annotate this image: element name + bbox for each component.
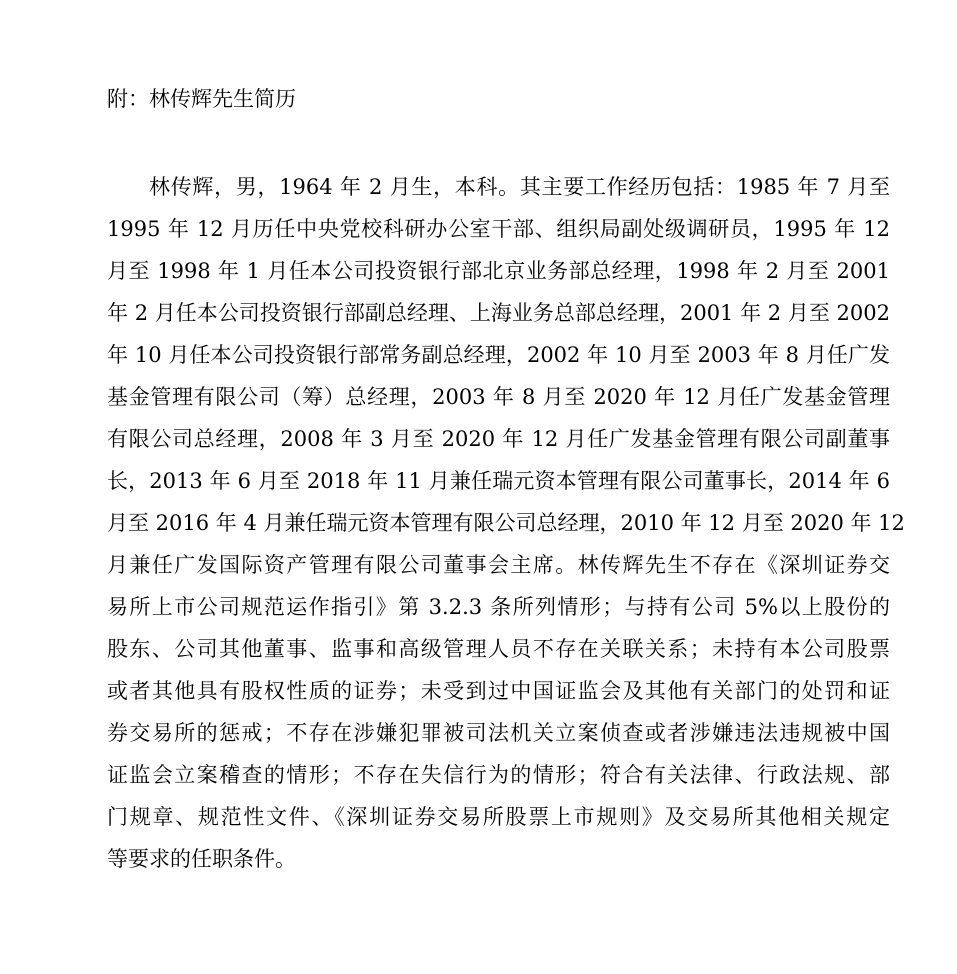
paragraph-line: 或者其他具有股权性质的证券；未受到过中国证监会及其他有关部门的处罚和证 [107,679,890,703]
paragraph-line: 月兼任广发国际资产管理有限公司董事会主席。林传辉先生不存在《深圳证券交 [107,553,890,577]
paragraph-line: 林传辉，男，1964 年 2 月生，本科。其主要工作经历包括：1985 年 7 月至 [149,175,890,199]
paragraph-line: 证监会立案稽查的情形；不存在失信行为的情形；符合有关法律、行政法规、部 [107,763,890,787]
paragraph-line: 券交易所的惩戒；不存在涉嫌犯罪被司法机关立案侦查或者涉嫌违法违规被中国 [107,721,890,745]
paragraph-line: 1995 年 12 月历任中央党校科研办公室干部、组织局副处级调研员，1995 年 12 [107,217,890,241]
paragraph-line: 长，2013 年 6 月至 2018 年 11 月兼任瑞元资本管理有限公司董事长，2014 年 6 [107,469,890,493]
paragraph-line: 月至 2016 年 4 月兼任瑞元资本管理有限公司总经理，2010 年 12 月至 2020 年 12 [107,511,905,535]
paragraph-line: 股东、公司其他董事、监事和高级管理人员不存在关联关系；未持有本公司股票 [107,637,890,661]
paragraph-line: 年 2 月任本公司投资银行部副总经理、上海业务总部总经理，2001 年 2 月至 2002 [107,301,890,325]
paragraph-line: 易所上市公司规范运作指引》第 3.2.3 条所列情形；与持有公司 5%以上股份的 [107,595,890,619]
paragraph-line: 等要求的任职条件。 [107,847,296,871]
paragraph-line: 门规章、规范性文件、《深圳证券交易所股票上市规则》及交易所其他相关规定 [107,805,890,829]
paragraph-line: 月至 1998 年 1 月任本公司投资银行部北京业务部总经理，1998 年 2 月至 2001 [107,259,890,283]
paragraph-line: 年 10 月任本公司投资银行部常务副总经理，2002 年 10 月至 2003 年 8 月任广发 [107,343,890,367]
paragraph-line: 有限公司总经理，2008 年 3 月至 2020 年 12 月任广发基金管理有限公司副董事 [107,427,890,451]
appendix-heading: 附：林传辉先生简历 [107,87,296,111]
paragraph-line: 基金管理有限公司（筹）总经理，2003 年 8 月至 2020 年 12 月任广发基金管理 [107,385,890,409]
